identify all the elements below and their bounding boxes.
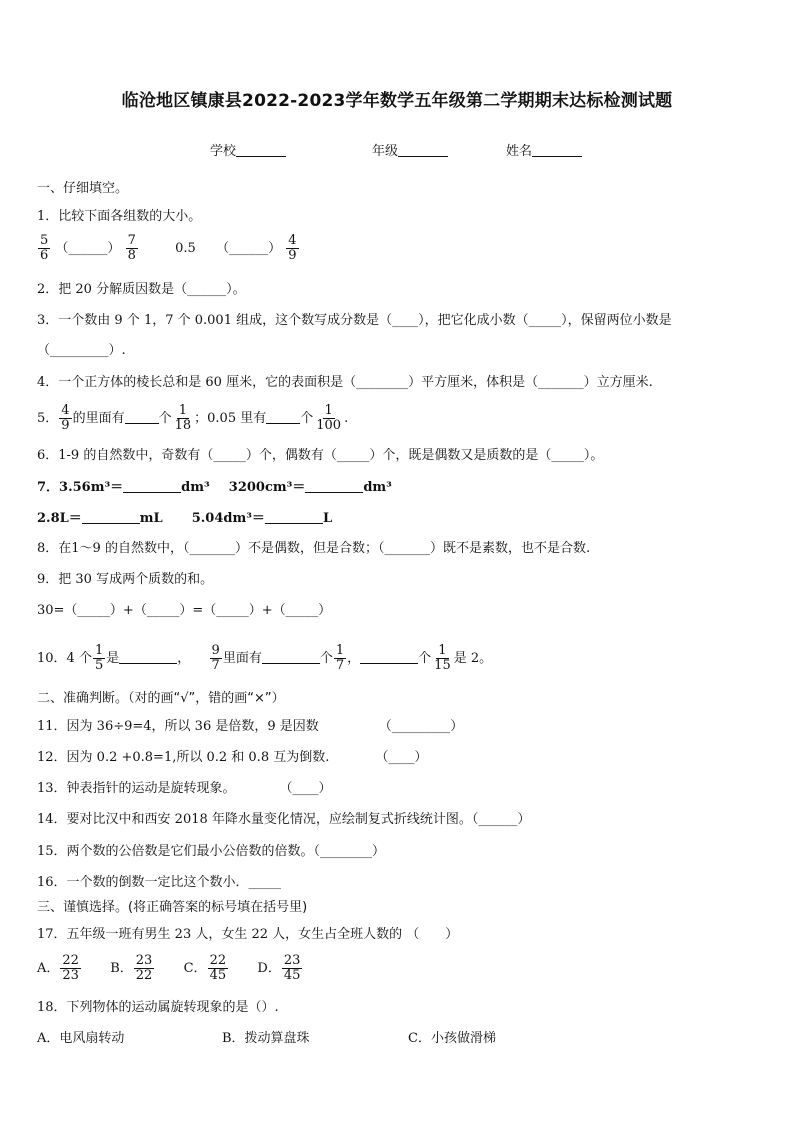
question-9: 9．把 30 写成两个质数的和。 xyxy=(37,572,214,587)
question-17-options xyxy=(37,954,303,983)
q10-text: ， xyxy=(177,651,191,666)
q5-text: 个 xyxy=(158,411,172,426)
fraction: $\frac{22}{45}$ xyxy=(209,953,227,983)
question-1-items xyxy=(37,234,300,263)
q7-text: mL xyxy=(139,511,163,526)
q13-text: 13．钟表指针的运动是旋转现象。 xyxy=(37,781,236,796)
fraction: $\frac{1}{15}$ xyxy=(434,643,451,673)
school-label: 学校 xyxy=(210,144,237,159)
question-9-cont: 30=（_____）+（_____）=（_____）+（_____） xyxy=(37,603,332,618)
question-3: 3．一个数由 9 个 1，7 个 0.001 组成，这个数写成分数是（____），把它化成小数（_____），保留两位小数是 xyxy=(37,313,672,328)
section-1-heading: 一、仔细填空。 xyxy=(37,181,129,196)
option-d[interactable]: D． $\frac{23}{45}$ xyxy=(257,953,301,983)
page-title: 临沧地区镇康县2022-2023学年数学五年级第二学期期末达标检测试题 xyxy=(121,91,673,111)
q10-text: 个 xyxy=(418,651,432,666)
fraction: $\frac{1}{100}$ xyxy=(316,403,342,433)
question-18-options xyxy=(37,1031,124,1047)
fraction: $\frac{4}{9}$ xyxy=(61,403,70,433)
answer-blank[interactable] xyxy=(82,510,140,524)
school-field xyxy=(210,140,286,159)
question-7 xyxy=(37,479,392,496)
question-15: 15．两个数的公倍数是它们最小公倍数的倍数。（________） xyxy=(37,844,386,859)
section-2-heading: 二、准确判断。（对的画“√”，错的画“×”） xyxy=(37,691,285,706)
q5-text: ；0.05 里有 xyxy=(194,411,267,426)
answer-blank[interactable] xyxy=(266,410,300,424)
q10-text: ， xyxy=(347,651,361,666)
option-b[interactable]: B． $\frac{23}{22}$ xyxy=(110,953,153,983)
answer-blank[interactable]: （____） xyxy=(375,750,428,765)
q7-text: 2.8L＝ xyxy=(37,511,82,526)
fraction: $\frac{23}{22}$ xyxy=(135,953,153,983)
fraction: $\frac{23}{45}$ xyxy=(283,953,301,983)
answer-blank[interactable]: （______） xyxy=(216,241,282,256)
grade-label: 年级 xyxy=(372,144,399,159)
answer-blank[interactable] xyxy=(360,650,418,664)
q10-text: 10．4 个 xyxy=(37,651,92,666)
fraction: $\frac{9}{7}$ xyxy=(211,643,220,673)
section-3-heading: 三、谨慎选择。(将正确答案的标号填在括号里) xyxy=(37,900,308,915)
q7-text: dm³ xyxy=(181,480,210,495)
question-4: 4．一个正方体的棱长总和是 60 厘米，它的表面积是（________）平方厘米，体积是（_______）立方厘米. xyxy=(37,375,653,390)
answer-blank[interactable] xyxy=(123,479,181,493)
fraction: $\frac{7}{8}$ xyxy=(127,233,136,263)
option-a[interactable]: A．电风扇转动 xyxy=(37,1031,125,1046)
question-11 xyxy=(37,719,463,735)
fraction: $\frac{22}{23}$ xyxy=(62,953,79,983)
name-label: 姓名 xyxy=(506,144,533,159)
answer-blank[interactable]: （_________） xyxy=(378,719,464,734)
school-blank[interactable] xyxy=(236,143,286,157)
answer-blank[interactable] xyxy=(305,479,363,493)
option-a[interactable]: A． $\frac{22}{23}$ xyxy=(37,953,79,983)
question-18: 18．下列物体的运动属旋转现象的是（）. xyxy=(37,1000,279,1015)
question-13 xyxy=(37,781,332,797)
option-c[interactable]: C．小孩做滑梯 xyxy=(408,1031,496,1046)
question-16: 16．一个数的倒数一定比这个数小．_____ xyxy=(37,875,282,890)
answer-blank[interactable] xyxy=(119,650,177,664)
q10-text: 是 xyxy=(106,651,120,666)
q7-text: 3200cm³＝ xyxy=(228,480,306,495)
question-14: 14．要对比汉中和西安 2018 年降水量变化情况，应绘制复式折线统计图。（______） xyxy=(37,812,531,827)
question-5 xyxy=(37,404,348,433)
q5-label: 5． xyxy=(37,411,59,426)
fraction: $\frac{1}{5}$ xyxy=(94,643,104,673)
answer-blank[interactable]: （______） xyxy=(55,241,121,256)
fraction: $\frac{5}{6}$ xyxy=(40,233,49,263)
q5-text: 的里面有 xyxy=(72,411,125,426)
question-8: 8．在1～9 的自然数中，（_______）不是偶数，但是合数；（_______）既不是素数，也不是合数. xyxy=(37,541,591,556)
answer-blank[interactable] xyxy=(265,510,323,524)
decimal-value: 0.5 xyxy=(175,241,196,256)
q7-text: 7．3.56m³＝ xyxy=(37,480,124,495)
question-10 xyxy=(37,644,492,673)
question-2: 2．把 20 分解质因数是（______）。 xyxy=(37,282,246,297)
answer-blank[interactable] xyxy=(125,410,159,424)
question-7-cont xyxy=(37,510,332,527)
fraction: $\frac{1}{7}$ xyxy=(335,643,345,673)
question-1: 1．比较下面各组数的大小。 xyxy=(37,209,202,224)
q7-text: dm³ xyxy=(363,480,392,495)
grade-field xyxy=(372,140,448,159)
q7-text: L xyxy=(322,511,333,526)
answer-blank[interactable] xyxy=(262,650,320,664)
fraction: $\frac{1}{18}$ xyxy=(174,403,192,433)
question-17: 17．五年级一班有男生 23 人，女生 22 人，女生占全班人数的 （ ） xyxy=(37,927,459,942)
question-3-cont: （_________）. xyxy=(37,343,126,358)
q10-text: 是 2。 xyxy=(453,651,493,666)
q10-text: 个 xyxy=(319,651,333,666)
q5-text: 个 xyxy=(300,411,314,426)
question-12 xyxy=(37,750,427,766)
fraction: $\frac{4}{9}$ xyxy=(288,233,297,263)
q5-text: . xyxy=(344,411,349,426)
q12-text: 12．因为 0.2 +0.8=1,所以 0.2 和 0.8 互为倒数. xyxy=(37,750,330,765)
q10-text: 里面有 xyxy=(222,651,262,666)
q11-text: 11．因为 36÷9=4，所以 36 是倍数，9 是因数 xyxy=(37,719,319,734)
question-6: 6．1-9 的自然数中，奇数有（_____）个，偶数有（_____）个，既是偶数又是质数的是（_____）。 xyxy=(37,448,604,463)
answer-blank[interactable]: （____） xyxy=(279,781,332,796)
grade-blank[interactable] xyxy=(398,143,448,157)
name-field xyxy=(506,140,582,159)
name-blank[interactable] xyxy=(532,143,582,157)
option-c[interactable]: C． $\frac{22}{45}$ xyxy=(183,953,227,983)
q7-text: 5.04dm³＝ xyxy=(191,511,265,526)
option-b[interactable]: B．拨动算盘珠 xyxy=(222,1031,310,1046)
